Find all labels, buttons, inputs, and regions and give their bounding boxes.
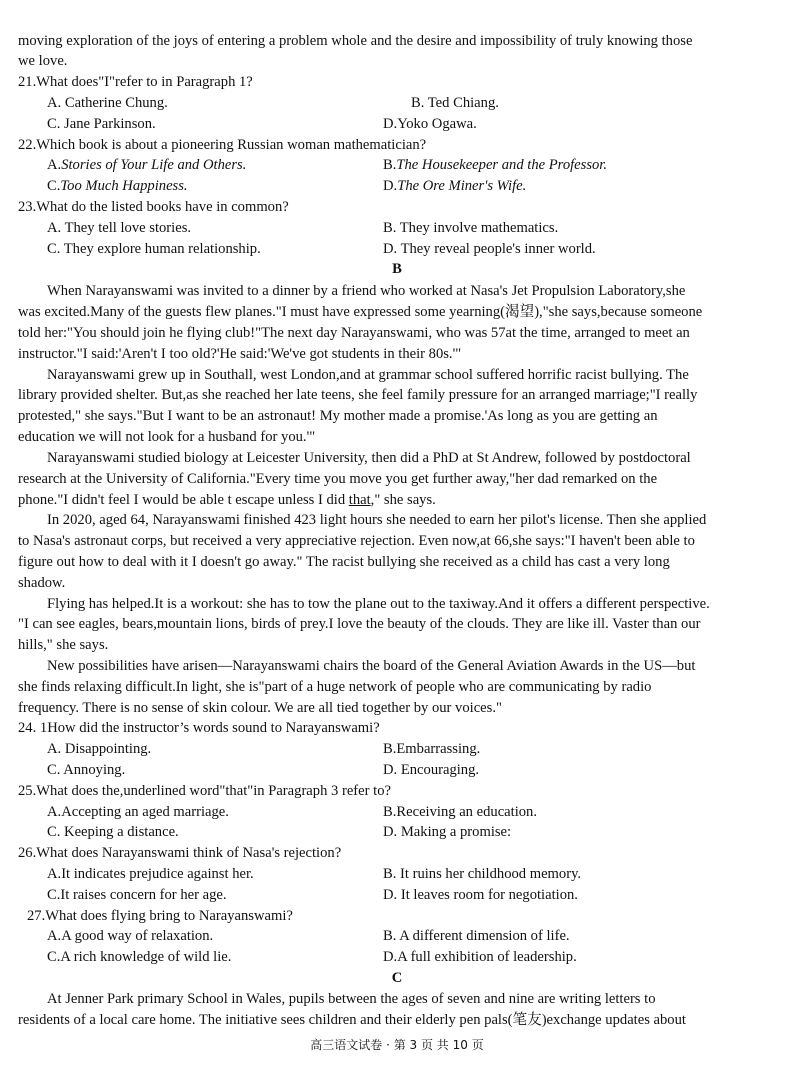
passage-b-line: was excited.Many of the guests flew planes."I must have expressed some yearning(渴望),"she says,because someone	[18, 304, 703, 320]
passage-b-line: she finds relaxing difficult.In light, she is"part of a huge network of people who are communicating by radio	[18, 679, 652, 695]
book-title: The Housekeeper and the Professor.	[396, 157, 608, 173]
question-26-stem: 26.What does Narayanswami think of Nasa's rejection?	[18, 845, 342, 861]
passage-b-line: instructor."I said:'Aren't I too old?'He said:'We've got students in their 80s.'"	[18, 346, 462, 362]
q25-option-d[interactable]: D. Making a promise:	[383, 824, 512, 840]
q25-option-c[interactable]: C. Keeping a distance.	[47, 824, 179, 840]
question-22-stem: 22.Which book is about a pioneering Russian woman mathematician?	[18, 137, 427, 153]
passage-b-line: protested," she says."But I want to be an astronaut! My mother made a promise.'As long as you are getting an	[18, 408, 658, 424]
option-letter: C.	[47, 178, 61, 194]
intro-line: we love.	[18, 53, 68, 69]
option-letter: D.	[383, 178, 398, 194]
q23-option-d[interactable]: D. They reveal people's inner world.	[383, 241, 596, 257]
passage-b-line: "I can see eagles, bears,mountain lions, birds of prey.I love the beauty of the clouds. They are like ill. Vaster than our	[18, 616, 701, 632]
book-title: Stories of Your Life and Others.	[61, 157, 247, 173]
q25-option-a[interactable]: A.Accepting an aged marriage.	[47, 804, 229, 820]
q22-option-c[interactable]	[47, 176, 188, 196]
q22-option-b[interactable]	[383, 155, 607, 175]
passage-b-line: New possibilities have arisen—Narayanswami chairs the board of the General Aviation Awards in the US—but	[47, 658, 696, 674]
passage-c-line: At Jenner Park primary School in Wales, pupils between the ages of seven and nine are writing letters to	[47, 991, 656, 1007]
intro-line: moving exploration of the joys of entering a problem whole and the desire and impossibility of truly knowing those	[18, 33, 693, 49]
q24-option-a[interactable]: A. Disappointing.	[47, 741, 152, 757]
q21-option-c[interactable]: C. Jane Parkinson.	[47, 116, 156, 132]
option-letter: B.	[383, 157, 397, 173]
passage-b-line: hills," she says.	[18, 637, 109, 653]
passage-c-line: residents of a local care home. The initiative sees children and their elderly pen pals(笔友)exchange updates about	[18, 1012, 686, 1028]
q24-option-d[interactable]: D. Encouraging.	[383, 762, 480, 778]
passage-b-line: to Nasa's astronaut corps, but received a very appreciative rejection. Even now,at 66,she says:"I haven't been able to	[18, 533, 695, 549]
q27-option-b[interactable]: B. A different dimension of life.	[383, 928, 570, 944]
question-25-stem: 25.What does the,underlined word"that"in Paragraph 3 refer to?	[18, 783, 391, 799]
q21-option-d[interactable]: D.Yoko Ogawa.	[383, 116, 477, 132]
q23-option-a[interactable]: A. They tell love stories.	[47, 220, 192, 236]
section-b-heading: B	[392, 261, 402, 277]
page-footer: 高三语文试卷 · 第 3 页 共 10 页	[310, 1038, 484, 1052]
passage-b-line: Narayanswami studied biology at Leicester University, then did a PhD at St Andrew, followed by postdoctoral	[47, 450, 691, 466]
q21-option-b[interactable]: B. Ted Chiang.	[411, 95, 499, 111]
q26-option-b[interactable]: B. It ruins her childhood memory.	[383, 866, 582, 882]
question-27-stem: 27.What does flying bring to Narayanswami?	[27, 908, 293, 924]
q23-option-c[interactable]: C. They explore human relationship.	[47, 241, 261, 257]
q26-option-c[interactable]: C.It raises concern for her age.	[47, 887, 227, 903]
passage-b-line: When Narayanswami was invited to a dinner by a friend who worked at Nasa's Jet Propulsion Laboratory,she	[47, 283, 686, 299]
question-21-stem: 21.What does"I"refer to in Paragraph 1?	[18, 74, 253, 90]
passage-b-line: research at the University of California."Every time you move you get further away,"her dad remarked on the	[18, 471, 658, 487]
passage-b-line: Narayanswami grew up in Southall, west London,and at grammar school suffered horrific racist bullying. The	[47, 367, 689, 383]
book-title: Too Much Happiness.	[60, 178, 188, 194]
q22-option-d[interactable]	[383, 176, 526, 196]
book-title: The Ore Miner's Wife.	[397, 178, 527, 194]
question-24-stem: 24. 1How did the instructor’s words sound to Narayanswami?	[18, 720, 380, 736]
text-span: phone."I didn't feel I would be able t escape unless I did	[18, 492, 349, 508]
q24-option-c[interactable]: C. Annoying.	[47, 762, 126, 778]
passage-b-line: library provided shelter. But,as she reached her late teens, she feel family pressure for an arranged marriage;"I really	[18, 387, 698, 403]
q27-option-c[interactable]: C.A rich knowledge of wild lie.	[47, 949, 232, 965]
passage-b-line	[18, 490, 778, 510]
q26-option-d[interactable]: D. It leaves room for negotiation.	[383, 887, 578, 903]
q25-option-b[interactable]: B.Receiving an education.	[383, 804, 537, 820]
q24-option-b[interactable]: B.Embarrassing.	[383, 741, 481, 757]
passage-b-line: In 2020, aged 64, Narayanswami finished 423 light hours she needed to earn her pilot's license. Then she applied	[47, 512, 707, 528]
passage-b-line: told her:"You should join he flying club!"The next day Narayanswami, who was 57at the time, arranged to meet an	[18, 325, 690, 341]
passage-b-line: Flying has helped.It is a workout: she has to tow the plane out to the taxiway.And it offers a different perspective.	[47, 596, 710, 612]
q21-option-a[interactable]: A. Catherine Chung.	[47, 95, 168, 111]
passage-b-line: shadow.	[18, 575, 66, 591]
section-c-heading: C	[391, 970, 403, 986]
q26-option-a[interactable]: A.It indicates prejudice against her.	[47, 866, 254, 882]
passage-b-line: education we will not look for a husband for you.'"	[18, 429, 316, 445]
question-23-stem: 23.What do the listed books have in common?	[18, 199, 289, 215]
q27-option-d[interactable]: D.A full exhibition of leadership.	[383, 949, 577, 965]
passage-b-line: figure out how to deal with it I doesn't go away." The racist bullying she received as a child has cast a very long	[18, 554, 670, 570]
q22-option-a[interactable]	[47, 155, 246, 175]
passage-b-line: frequency. There is no sense of skin colour. We are all tied together by our voices."	[18, 700, 502, 716]
underlined-word-that: that	[348, 492, 371, 508]
q23-option-b[interactable]: B. They involve mathematics.	[383, 220, 559, 236]
option-letter: A.	[47, 157, 62, 173]
text-span: ," she says.	[370, 492, 436, 508]
q27-option-a[interactable]: A.A good way of relaxation.	[47, 928, 214, 944]
